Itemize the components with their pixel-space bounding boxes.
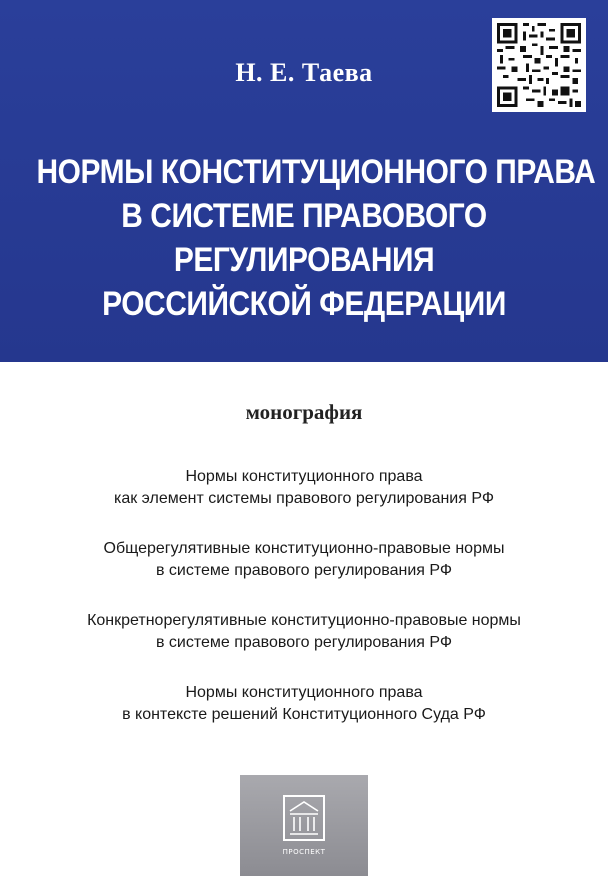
- qr-code-icon: [492, 18, 586, 112]
- chapter-item: [0, 682, 608, 726]
- chapter-line: в контексте решений Конституционного Суда РФ: [122, 706, 486, 723]
- publisher-name: ПРОСПЕКТ: [282, 848, 326, 856]
- title-line: НОРМЫ КОНСТИТУЦИОННОГО ПРАВА: [36, 153, 596, 191]
- chapter-item: [0, 538, 608, 582]
- title-line: В СИСТЕМЕ ПРАВОВОГО: [121, 197, 487, 235]
- chapter-line: Конкретнорегулятивные конституционно-правовые нормы: [87, 612, 521, 629]
- title-line: РЕГУЛИРОВАНИЯ: [173, 241, 435, 279]
- chapter-line: в системе правового регулирования РФ: [155, 562, 453, 579]
- chapter-item: [0, 610, 608, 654]
- author-name: Н. Е. Таева: [235, 58, 373, 87]
- chapter-item: [0, 466, 608, 510]
- chapter-line: Общерегулятивные конституционно-правовые нормы: [103, 540, 505, 557]
- chapter-line: Нормы конституционного права: [185, 684, 423, 701]
- chapter-line: в системе правового регулирования РФ: [155, 634, 453, 651]
- chapter-line: как элемент системы правового регулирования РФ: [113, 490, 494, 507]
- book-title: [36, 150, 596, 326]
- genre-label: монография: [245, 400, 363, 424]
- chapter-line: Нормы конституционного права: [185, 468, 423, 485]
- publisher-logo-icon: [283, 795, 325, 841]
- title-line: РОССИЙСКОЙ ФЕДЕРАЦИИ: [102, 285, 506, 323]
- chapter-list: [0, 466, 608, 754]
